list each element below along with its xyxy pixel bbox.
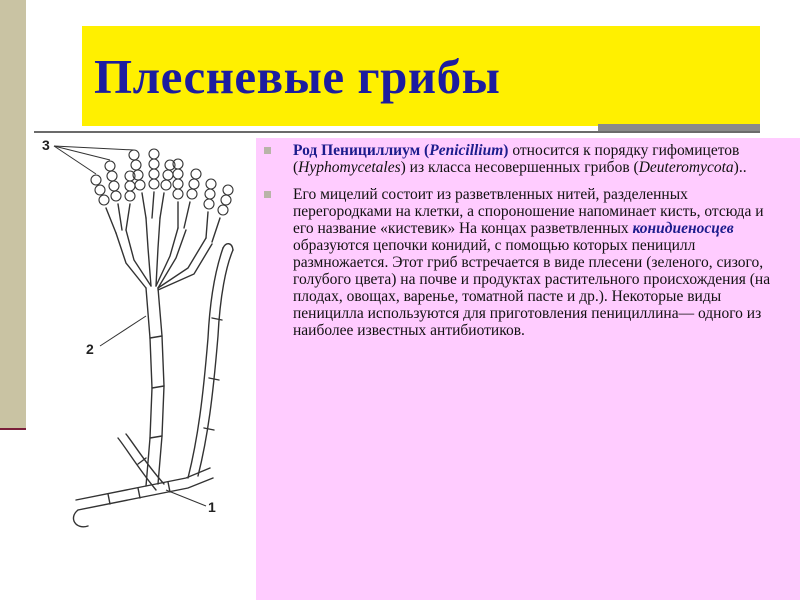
slide-title: Плесневые грибы: [94, 48, 501, 104]
square-bullet-icon: [264, 191, 271, 198]
title-banner: [82, 26, 760, 126]
text-segment: ) из класса несовершенных грибов (: [400, 159, 639, 176]
diagram-label-conidia: 3: [42, 138, 50, 153]
header-rule-accent: [598, 124, 760, 131]
square-bullet-icon: [264, 147, 271, 154]
penicillium-illustration: [38, 138, 248, 536]
bullet-item-1: [264, 142, 784, 176]
class-latin: Deuteromycota: [638, 159, 734, 176]
diagram-label-hypha: 1: [208, 499, 216, 515]
genus-latin: Penicillium: [429, 142, 504, 159]
genus-name-1: Род Пенициллиум (: [293, 142, 430, 159]
header-rule: [34, 131, 760, 133]
left-decor-bar: [0, 0, 26, 428]
left-decor-line: [0, 428, 26, 430]
bullet-list: [264, 142, 784, 349]
order-latin: Hyphomycetales: [298, 159, 401, 176]
penicillium-diagram: [38, 138, 248, 536]
text-segment: )..: [733, 159, 747, 176]
diagram-label-conidiophore: 2: [86, 341, 94, 357]
bullet-item-2: [264, 186, 784, 339]
genus-close: ): [503, 142, 509, 159]
text-segment: относится к порядку гифомицетов (: [293, 142, 740, 176]
text-segment: Его мицелий состоит из разветвленных нитей, разделенных перегородками на клетки, а спороношение напоминает кисть, отсюда и его название «кистевик» На концах разветвленных: [293, 186, 764, 237]
term-conidiophores: конидиеносцев: [632, 220, 734, 237]
text-segment: образуются цепочки конидий, с помощью которых пеницилл размножается. Этот гриб встречается в виде плесени (зеленого, сизого, голубого цвета) на почве и продуктах растительного происхождения (на плодах, овощах, варенье, томатной пасте и др.). Некоторые виды пеницилла используются для приготовления пенициллина— одного из наиболее известных антибиотиков.: [293, 237, 771, 339]
